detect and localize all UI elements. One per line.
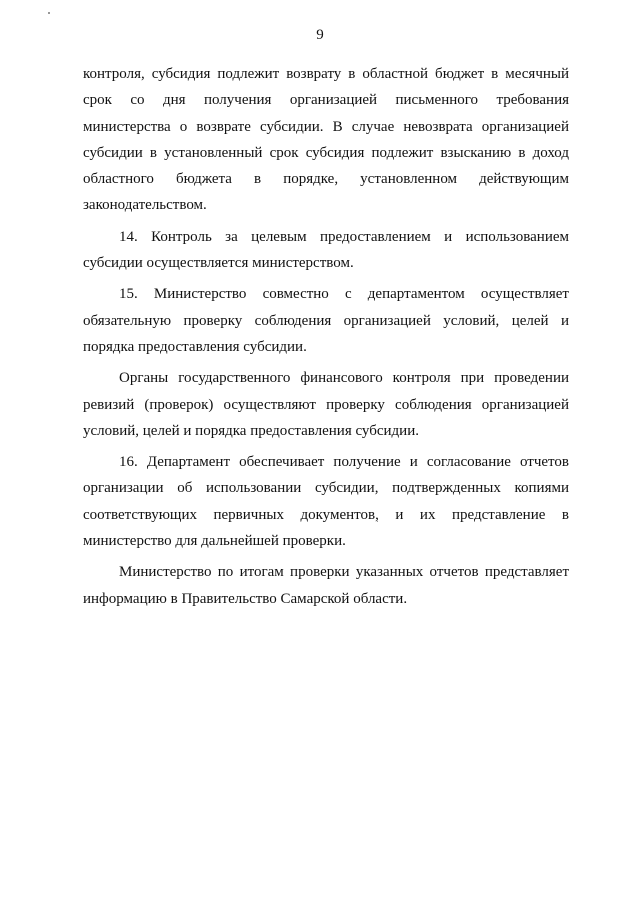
paragraph-16: 16. Департамент обеспечивает получение и согласование отчетов организации об использовании субсидии, подтвержденных копиями соответствующих первичных документов, и их представление в министерство для дальнейшей проверки. [83, 454, 569, 550]
scan-speck [48, 12, 50, 14]
paragraph-14: 14. Контроль за целевым предоставлением и использованием субсидии осуществляется министерством. [83, 228, 569, 272]
paragraph-15: 15. Министерство совместно с департаментом осуществляет обязательную проверку соблюдения организацией условий, целей и порядка предоставления субсидии. [83, 286, 569, 355]
document-body [83, 61, 569, 617]
paragraph-final: Министерство по итогам проверки указанных отчетов представляет информацию в Правительство Самарской области. [83, 564, 569, 607]
paragraph-continuation: контроля, субсидия подлежит возврату в областной бюджет в месячный срок со дня получения организацией письменного требования министерства о возврате субсидии. В случае невозврата организацией субсидии в установленный срок субсидия подлежит взысканию в доход областного бюджета в порядке, установленном действующим законодательством. [83, 66, 569, 214]
paragraph-financial-control: Органы государственного финансового контроля при проведении ревизий (проверок) осуществляют проверку соблюдения организацией условий, целей и порядка предоставления субсидии. [83, 370, 569, 439]
page-number: 9 [316, 27, 324, 43]
